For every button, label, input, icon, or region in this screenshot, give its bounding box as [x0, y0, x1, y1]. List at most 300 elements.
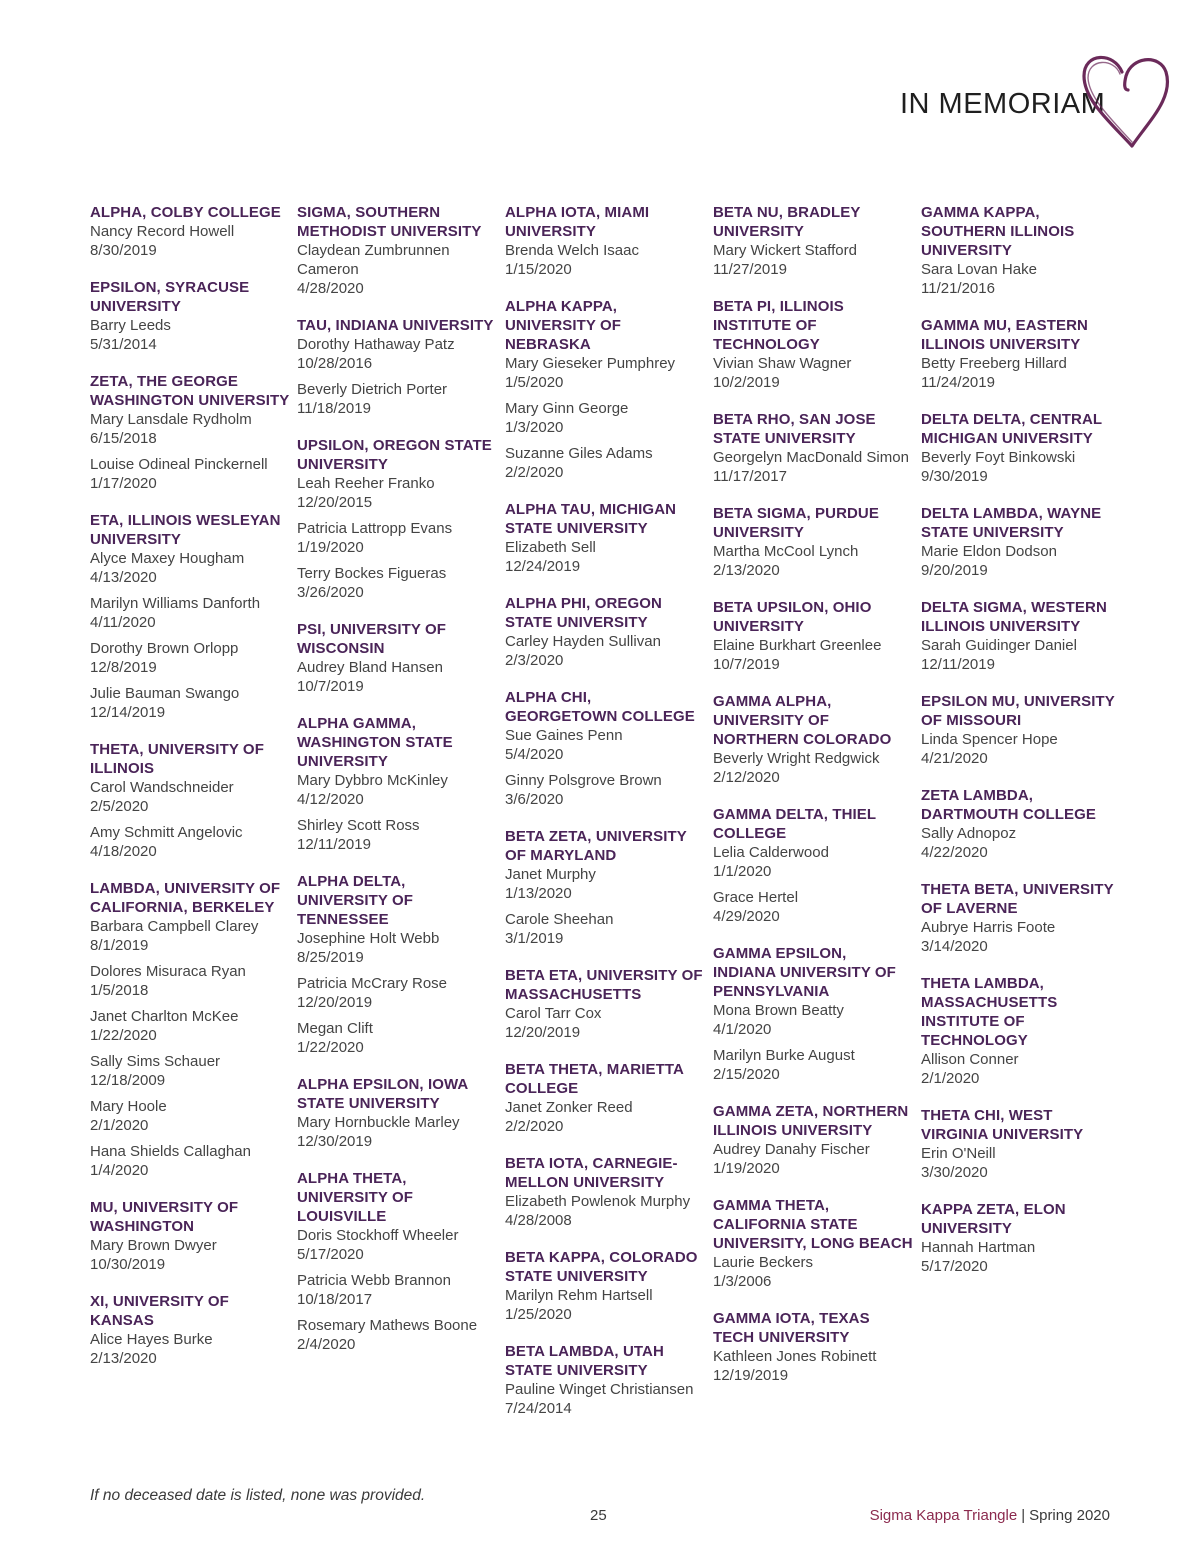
chapter-entry	[713, 504, 913, 580]
member-date: 1/3/2006	[713, 1273, 772, 1290]
member-name: Elizabeth Powlenok Murphy	[505, 1193, 691, 1210]
chapter-entry	[505, 1248, 705, 1324]
chapter-entry	[713, 1309, 913, 1385]
member-entry	[297, 564, 497, 602]
member-entry	[921, 636, 1121, 674]
member-name: Janet Murphy	[505, 866, 596, 883]
member-entry	[90, 1236, 290, 1274]
heart-icon	[1070, 50, 1178, 154]
member-entry	[505, 241, 705, 279]
member-name: Mary Hornbuckle Marley	[297, 1114, 460, 1131]
chapter-name: ALPHA CHI, GEORGETOWN COLLEGE	[505, 689, 695, 725]
member-name: Claydean Zumbrunnen Cameron	[297, 242, 450, 278]
memorial-column	[713, 203, 913, 1403]
chapter-entry	[713, 944, 913, 1084]
chapter-name: BETA PI, ILLINOIS INSTITUTE OF TECHNOLOGY	[713, 298, 844, 353]
member-date: 2/5/2020	[90, 798, 149, 815]
member-date: 9/20/2019	[921, 562, 988, 579]
member-entry	[90, 1097, 290, 1135]
chapter-entry	[90, 278, 290, 354]
member-entry	[297, 380, 497, 418]
member-entry	[297, 658, 497, 696]
member-date: 3/26/2020	[297, 584, 364, 601]
chapter-name: BETA KAPPA, COLORADO STATE UNIVERSITY	[505, 1249, 698, 1285]
member-name: Marilyn Rehm Hartsell	[505, 1287, 653, 1304]
member-name: Mary Dybbro McKinley	[297, 772, 448, 789]
member-entry	[297, 474, 497, 512]
member-name: Beverly Wright Redgwick	[713, 750, 880, 767]
member-name: Dorothy Hathaway Patz	[297, 336, 455, 353]
chapter-entry	[90, 511, 290, 722]
member-entry	[297, 929, 497, 967]
member-date: 12/30/2019	[297, 1133, 373, 1150]
publication-name: Sigma Kappa Triangle	[869, 1507, 1018, 1524]
member-name: Elizabeth Sell	[505, 539, 596, 556]
member-name: Hana Shields Callaghan	[90, 1143, 251, 1160]
member-date: 12/14/2019	[90, 704, 166, 721]
member-name: Beverly Foyt Binkowski	[921, 449, 1076, 466]
member-date: 4/29/2020	[713, 908, 780, 925]
member-entry	[505, 910, 705, 948]
chapter-name: DELTA LAMBDA, WAYNE STATE UNIVERSITY	[921, 505, 1102, 541]
member-date: 5/17/2020	[297, 1246, 364, 1263]
chapter-name: ZETA, THE GEORGE WASHINGTON UNIVERSITY	[90, 373, 290, 409]
member-date: 11/24/2019	[921, 374, 995, 391]
page-number: 25	[590, 1507, 607, 1524]
chapter-name: GAMMA MU, EASTERN ILLINOIS UNIVERSITY	[921, 317, 1088, 353]
member-date: 1/17/2020	[90, 475, 157, 492]
chapter-entry	[90, 1292, 290, 1368]
chapter-entry	[505, 203, 705, 279]
member-name: Janet Zonker Reed	[505, 1099, 633, 1116]
member-entry	[90, 222, 290, 260]
chapter-name: BETA ZETA, UNIVERSITY OF MARYLAND	[505, 828, 687, 864]
member-entry	[713, 354, 913, 392]
chapter-name: GAMMA EPSILON, INDIANA UNIVERSITY OF PENNSYLVANIA	[713, 945, 896, 1000]
chapter-entry	[90, 1198, 290, 1274]
member-date: 10/7/2019	[713, 656, 780, 673]
member-date: 11/27/2019	[713, 261, 787, 278]
member-date: 10/30/2019	[90, 1256, 166, 1273]
chapter-name: GAMMA ALPHA, UNIVERSITY OF NORTHERN COLORADO	[713, 693, 892, 748]
member-date: 1/19/2020	[297, 539, 364, 556]
member-entry	[90, 778, 290, 816]
chapter-entry	[505, 1154, 705, 1230]
chapter-entry	[90, 372, 290, 493]
member-entry	[90, 594, 290, 632]
member-name: Elaine Burkhart Greenlee	[713, 637, 882, 654]
member-date: 3/1/2019	[505, 930, 564, 947]
member-entry	[921, 260, 1121, 298]
member-name: Louise Odineal Pinckernell	[90, 456, 268, 473]
member-entry	[297, 1113, 497, 1151]
member-entry	[297, 974, 497, 1012]
member-date: 2/2/2020	[505, 464, 564, 481]
member-date: 11/21/2016	[921, 280, 995, 297]
member-entry	[90, 1007, 290, 1045]
chapter-entry	[713, 692, 913, 787]
chapter-name: ALPHA EPSILON, IOWA STATE UNIVERSITY	[297, 1076, 468, 1112]
chapter-entry	[921, 880, 1121, 956]
member-entry	[505, 1286, 705, 1324]
chapter-entry	[505, 1342, 705, 1418]
member-name: Audrey Danahy Fischer	[713, 1141, 870, 1158]
member-entry	[505, 538, 705, 576]
chapter-name: BETA LAMBDA, UTAH STATE UNIVERSITY	[505, 1343, 664, 1379]
member-name: Carole Sheehan	[505, 911, 614, 928]
member-date: 1/22/2020	[297, 1039, 364, 1056]
member-name: Ginny Polsgrove Brown	[505, 772, 662, 789]
chapter-entry	[921, 1106, 1121, 1182]
chapter-name: UPSILON, OREGON STATE UNIVERSITY	[297, 437, 492, 473]
member-entry	[713, 542, 913, 580]
member-date: 12/8/2019	[90, 659, 157, 676]
member-date: 12/11/2019	[921, 656, 995, 673]
member-date: 12/18/2009	[90, 1072, 166, 1089]
member-date: 12/19/2019	[713, 1367, 789, 1384]
member-name: Carley Hayden Sullivan	[505, 633, 661, 650]
member-name: Nancy Record Howell	[90, 223, 235, 240]
chapter-entry	[505, 688, 705, 809]
member-name: Sue Gaines Penn	[505, 727, 623, 744]
member-date: 2/2/2020	[505, 1118, 564, 1135]
member-entry	[921, 918, 1121, 956]
chapter-name: MU, UNIVERSITY OF WASHINGTON	[90, 1199, 239, 1235]
member-date: 6/15/2018	[90, 430, 157, 447]
chapter-entry	[505, 297, 705, 482]
member-date: 4/18/2020	[90, 843, 157, 860]
chapter-entry	[921, 974, 1121, 1088]
chapter-name: BETA RHO, SAN JOSE STATE UNIVERSITY	[713, 411, 876, 447]
chapter-name: BETA SIGMA, PURDUE UNIVERSITY	[713, 505, 879, 541]
member-entry	[713, 749, 913, 787]
chapter-name: ALPHA DELTA, UNIVERSITY OF TENNESSEE	[297, 873, 414, 928]
member-name: Sally Adnopoz	[921, 825, 1017, 842]
chapter-name: DELTA DELTA, CENTRAL MICHIGAN UNIVERSITY	[921, 411, 1102, 447]
chapter-entry	[713, 805, 913, 926]
chapter-entry	[505, 966, 705, 1042]
chapter-entry	[297, 1075, 497, 1151]
member-name: Shirley Scott Ross	[297, 817, 420, 834]
chapter-name: ETA, ILLINOIS WESLEYAN UNIVERSITY	[90, 512, 281, 548]
member-date: 10/2/2019	[713, 374, 780, 391]
member-date: 12/20/2015	[297, 494, 373, 511]
member-date: 1/4/2020	[90, 1162, 149, 1179]
member-date: 4/11/2020	[90, 614, 156, 631]
member-date: 2/1/2020	[921, 1070, 980, 1087]
member-date: 7/24/2014	[505, 1400, 572, 1417]
member-name: Laurie Beckers	[713, 1254, 814, 1271]
chapter-entry	[713, 1102, 913, 1178]
chapter-entry	[713, 297, 913, 392]
member-date: 5/4/2020	[505, 746, 564, 763]
member-entry	[90, 316, 290, 354]
chapter-name: SIGMA, SOUTHERN METHODIST UNIVERSITY	[297, 204, 482, 240]
chapter-name: ALPHA KAPPA, UNIVERSITY OF NEBRASKA	[505, 298, 622, 353]
member-entry	[921, 1238, 1121, 1276]
member-name: Doris Stockhoff Wheeler	[297, 1227, 459, 1244]
memorial-column	[90, 203, 290, 1386]
member-date: 1/5/2020	[505, 374, 564, 391]
member-name: Sarah Guidinger Daniel	[921, 637, 1077, 654]
member-date: 8/30/2019	[90, 242, 157, 259]
chapter-entry	[505, 827, 705, 948]
member-name: Hannah Hartman	[921, 1239, 1036, 1256]
member-name: Betty Freeberg Hillard	[921, 355, 1067, 372]
member-entry	[90, 410, 290, 448]
chapter-name: LAMBDA, UNIVERSITY OF CALIFORNIA, BERKELEY	[90, 880, 281, 916]
member-name: Grace Hertel	[713, 889, 799, 906]
member-entry	[921, 824, 1121, 862]
member-date: 4/1/2020	[713, 1021, 772, 1038]
member-entry	[713, 1140, 913, 1178]
member-name: Patricia Webb Brannon	[297, 1272, 451, 1289]
publication-issue: Spring 2020	[1029, 1507, 1110, 1524]
chapter-name: TAU, INDIANA UNIVERSITY	[297, 317, 494, 334]
chapter-entry	[921, 692, 1121, 768]
member-name: Vivian Shaw Wagner	[713, 355, 852, 372]
chapter-name: GAMMA DELTA, THIEL COLLEGE	[713, 806, 876, 842]
member-entry	[297, 1316, 497, 1354]
member-date: 8/25/2019	[297, 949, 364, 966]
member-date: 12/20/2019	[505, 1024, 581, 1041]
member-date: 4/12/2020	[297, 791, 364, 808]
chapter-entry	[90, 740, 290, 861]
chapter-name: GAMMA IOTA, TEXAS TECH UNIVERSITY	[713, 1310, 870, 1346]
member-entry	[505, 1380, 705, 1418]
member-date: 3/6/2020	[505, 791, 564, 808]
member-name: Sara Lovan Hake	[921, 261, 1037, 278]
member-date: 11/17/2017	[713, 468, 787, 485]
member-entry	[90, 1052, 290, 1090]
member-entry	[90, 639, 290, 677]
member-entry	[921, 354, 1121, 392]
member-name: Josephine Holt Webb	[297, 930, 440, 947]
member-date: 2/1/2020	[90, 1117, 149, 1134]
member-date: 2/4/2020	[297, 1336, 356, 1353]
chapter-entry	[713, 1196, 913, 1291]
chapter-entry	[90, 879, 290, 1180]
member-entry	[505, 354, 705, 392]
chapter-name: ALPHA THETA, UNIVERSITY OF LOUISVILLE	[297, 1170, 414, 1225]
chapter-name: ALPHA GAMMA, WASHINGTON STATE UNIVERSITY	[297, 715, 453, 770]
member-date: 1/5/2018	[90, 982, 149, 999]
member-name: Audrey Bland Hansen	[297, 659, 443, 676]
chapter-entry	[297, 714, 497, 854]
member-name: Lelia Calderwood	[713, 844, 829, 861]
chapter-name: THETA CHI, WEST VIRGINIA UNIVERSITY	[921, 1107, 1084, 1143]
member-name: Megan Clift	[297, 1020, 373, 1037]
member-entry	[90, 1142, 290, 1180]
member-entry	[713, 1001, 913, 1039]
member-date: 10/28/2016	[297, 355, 373, 372]
chapter-name: EPSILON, SYRACUSE UNIVERSITY	[90, 279, 250, 315]
member-name: Allison Conner	[921, 1051, 1019, 1068]
member-date: 1/15/2020	[505, 261, 572, 278]
chapter-entry	[713, 203, 913, 279]
member-entry	[505, 771, 705, 809]
member-name: Mary Gieseker Pumphrey	[505, 355, 676, 372]
chapter-entry	[921, 786, 1121, 862]
member-date: 8/1/2019	[90, 937, 149, 954]
member-name: Marilyn Williams Danforth	[90, 595, 261, 612]
member-entry	[297, 1271, 497, 1309]
chapter-name: THETA LAMBDA, MASSACHUSETTS INSTITUTE OF TECHNOLOGY	[921, 975, 1058, 1049]
chapter-entry	[713, 598, 913, 674]
member-name: Dorothy Brown Orlopp	[90, 640, 239, 657]
chapter-entry	[921, 410, 1121, 486]
chapter-entry	[713, 410, 913, 486]
member-entry	[713, 1347, 913, 1385]
member-entry	[921, 730, 1121, 768]
member-entry	[90, 549, 290, 587]
member-name: Terry Bockes Figueras	[297, 565, 447, 582]
chapter-entry	[297, 872, 497, 1057]
member-entry	[505, 444, 705, 482]
member-name: Patricia McCrary Rose	[297, 975, 448, 992]
chapter-name: XI, UNIVERSITY OF KANSAS	[90, 1293, 229, 1329]
member-date: 4/28/2020	[297, 280, 364, 297]
member-name: Barry Leeds	[90, 317, 171, 334]
member-name: Suzanne Giles Adams	[505, 445, 653, 462]
chapter-name: ALPHA, COLBY COLLEGE	[90, 204, 281, 221]
member-entry	[90, 917, 290, 955]
chapter-entry	[297, 316, 497, 418]
chapter-entry	[297, 1169, 497, 1354]
member-name: Patricia Lattropp Evans	[297, 520, 453, 537]
chapter-entry	[505, 1060, 705, 1136]
member-entry	[297, 816, 497, 854]
member-entry	[90, 684, 290, 722]
member-date: 11/18/2019	[297, 400, 371, 417]
publication-separator: |	[1021, 1507, 1026, 1524]
member-name: Mary Lansdale Rydholm	[90, 411, 252, 428]
member-date: 5/31/2014	[90, 336, 157, 353]
chapter-name: BETA UPSILON, OHIO UNIVERSITY	[713, 599, 872, 635]
member-name: Mona Brown Beatty	[713, 1002, 844, 1019]
chapter-name: ZETA LAMBDA, DARTMOUTH COLLEGE	[921, 787, 1097, 823]
chapter-entry	[921, 316, 1121, 392]
member-date: 4/13/2020	[90, 569, 157, 586]
member-entry	[921, 1144, 1121, 1182]
member-entry	[297, 771, 497, 809]
member-name: Alice Hayes Burke	[90, 1331, 213, 1348]
chapter-name: THETA BETA, UNIVERSITY OF LAVERNE	[921, 881, 1114, 917]
member-entry	[713, 448, 913, 486]
chapter-entry	[297, 436, 497, 602]
member-date: 3/14/2020	[921, 938, 988, 955]
member-date: 10/7/2019	[297, 678, 364, 695]
member-name: Erin O'Neill	[921, 1145, 996, 1162]
chapter-name: GAMMA THETA, CALIFORNIA STATE UNIVERSITY, LONG BEACH	[713, 1197, 913, 1252]
chapter-name: KAPPA ZETA, ELON UNIVERSITY	[921, 1201, 1066, 1237]
member-entry	[297, 1019, 497, 1057]
member-name: Sally Sims Schauer	[90, 1053, 221, 1070]
member-name: Mary Hoole	[90, 1098, 167, 1115]
member-entry	[505, 726, 705, 764]
member-name: Amy Schmitt Angelovic	[90, 824, 243, 841]
member-name: Mary Brown Dwyer	[90, 1237, 217, 1254]
chapter-entry	[297, 620, 497, 696]
chapter-name: BETA IOTA, CARNEGIE-MELLON UNIVERSITY	[505, 1155, 678, 1191]
chapter-name: ALPHA PHI, OREGON STATE UNIVERSITY	[505, 595, 662, 631]
member-name: Pauline Winget Christiansen	[505, 1381, 694, 1398]
member-entry	[921, 448, 1121, 486]
member-date: 5/17/2020	[921, 1258, 988, 1275]
member-entry	[297, 335, 497, 373]
footer-note: If no deceased date is listed, none was provided.	[90, 1487, 426, 1504]
member-entry	[90, 1330, 290, 1368]
chapter-name: GAMMA KAPPA, SOUTHERN ILLINOIS UNIVERSITY	[921, 204, 1075, 259]
member-date: 12/24/2019	[505, 558, 581, 575]
chapter-name: BETA THETA, MARIETTA COLLEGE	[505, 1061, 684, 1097]
member-entry	[505, 399, 705, 437]
member-name: Martha McCool Lynch	[713, 543, 859, 560]
member-entry	[505, 1192, 705, 1230]
member-entry	[297, 241, 497, 298]
memorial-column	[505, 203, 705, 1436]
member-name: Marie Eldon Dodson	[921, 543, 1057, 560]
memorial-column	[297, 203, 497, 1372]
chapter-name: DELTA SIGMA, WESTERN ILLINOIS UNIVERSITY	[921, 599, 1107, 635]
member-name: Dolores Misuraca Ryan	[90, 963, 246, 980]
member-name: Rosemary Mathews Boone	[297, 1317, 478, 1334]
member-name: Mary Wickert Stafford	[713, 242, 857, 259]
member-entry	[505, 632, 705, 670]
member-name: Kathleen Jones Robinett	[713, 1348, 877, 1365]
chapter-name: BETA ETA, UNIVERSITY OF MASSACHUSETTS	[505, 967, 703, 1003]
chapter-entry	[297, 203, 497, 298]
member-name: Brenda Welch Isaac	[505, 242, 639, 259]
member-date: 2/15/2020	[713, 1066, 780, 1083]
member-entry	[921, 542, 1121, 580]
chapter-entry	[921, 598, 1121, 674]
member-name: Georgelyn MacDonald Simon	[713, 449, 909, 466]
member-entry	[90, 962, 290, 1000]
member-name: Carol Wandschneider	[90, 779, 234, 796]
member-entry	[297, 519, 497, 557]
member-date: 1/25/2020	[505, 1306, 572, 1323]
member-name: Aubrye Harris Foote	[921, 919, 1056, 936]
chapter-name: GAMMA ZETA, NORTHERN ILLINOIS UNIVERSITY	[713, 1103, 909, 1139]
member-entry	[90, 455, 290, 493]
member-date: 10/18/2017	[297, 1291, 373, 1308]
chapter-entry	[505, 500, 705, 576]
member-entry	[713, 1046, 913, 1084]
member-name: Alyce Maxey Hougham	[90, 550, 245, 567]
chapter-name: BETA NU, BRADLEY UNIVERSITY	[713, 204, 861, 240]
member-date: 4/22/2020	[921, 844, 988, 861]
member-date: 2/3/2020	[505, 652, 564, 669]
member-name: Marilyn Burke August	[713, 1047, 855, 1064]
member-date: 2/13/2020	[713, 562, 780, 579]
member-date: 12/20/2019	[297, 994, 373, 1011]
member-entry	[921, 1050, 1121, 1088]
member-name: Mary Ginn George	[505, 400, 629, 417]
member-entry	[713, 1253, 913, 1291]
chapter-entry	[921, 504, 1121, 580]
chapter-entry	[90, 203, 290, 260]
publication-credit	[870, 1507, 1110, 1524]
member-date: 1/13/2020	[505, 885, 572, 902]
member-date: 1/1/2020	[713, 863, 772, 880]
member-name: Leah Reeher Franko	[297, 475, 435, 492]
page-title: IN MEMORIAM	[900, 88, 1106, 120]
member-entry	[505, 1004, 705, 1042]
chapter-name: ALPHA IOTA, MIAMI UNIVERSITY	[505, 204, 650, 240]
member-date: 1/22/2020	[90, 1027, 157, 1044]
member-name: Barbara Campbell Clarey	[90, 918, 259, 935]
